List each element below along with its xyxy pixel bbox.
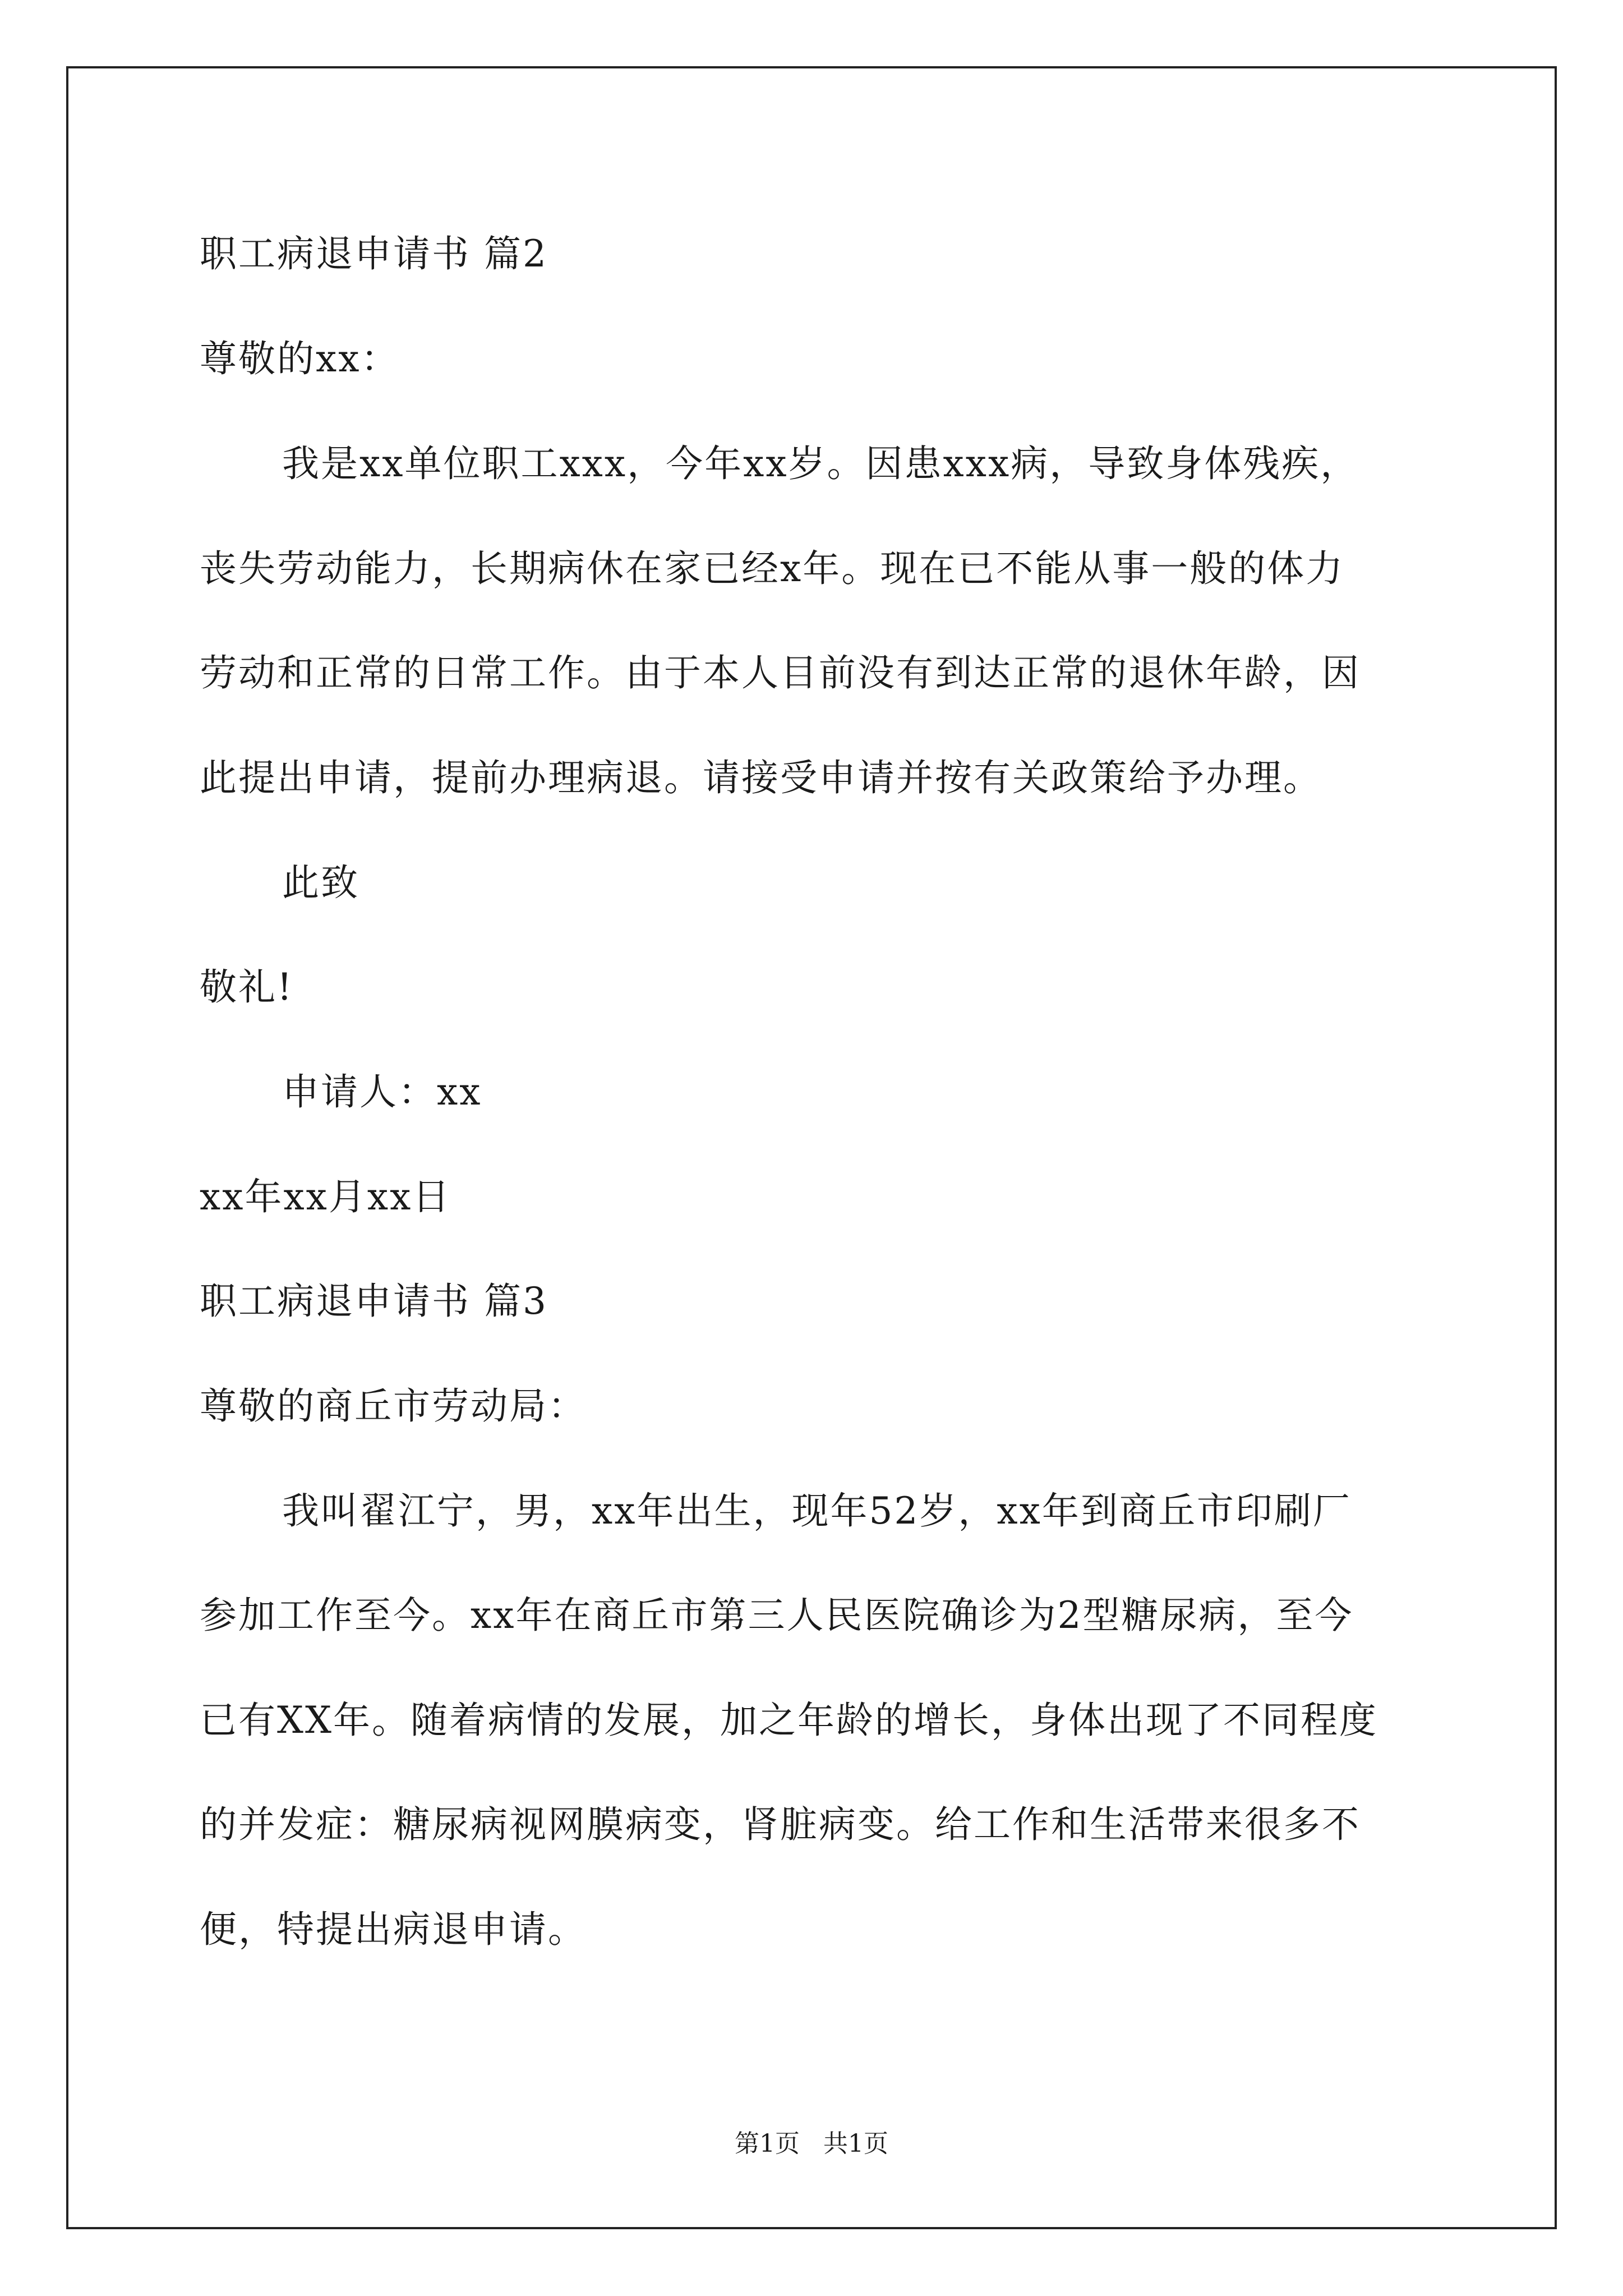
salutation-line: 尊敬的商丘市劳动局： (200, 1384, 587, 1428)
closing-line: 敬礼! (200, 965, 294, 1009)
paragraph-line: 的并发症：糖尿病视网膜病变，肾脏病变。给工作和生活带来很多不 (200, 1803, 1361, 1846)
salutation-line: 尊敬的xx： (200, 337, 400, 380)
paragraph-line: 参加工作至今。xx年在商丘市第三人民医院确诊为2型糖尿病，至今 (200, 1594, 1354, 1637)
paragraph-line: 丧失劳动能力，长期病休在家已经x年。现在已不能从事一般的体力 (200, 547, 1345, 590)
closing-line: 此致 (282, 861, 359, 904)
date-line: xx年xx月xx日 (200, 1175, 451, 1218)
paragraph-line: 已有XX年。随着病情的发展，加之年龄的增长，身体出现了不同程度 (200, 1699, 1378, 1742)
paragraph-line: 便，特提出病退申请。 (200, 1908, 587, 1951)
applicant-line: 申请人：xx (282, 1070, 482, 1114)
paragraph-line: 劳动和正常的日常工作。由于本人目前没有到达正常的退休年龄，因 (200, 651, 1361, 694)
paragraph-line: 此提出申请，提前办理病退。请接受申请并按有关政策给予办理。 (200, 756, 1322, 799)
section-heading-2: 职工病退申请书 篇2 (200, 232, 548, 275)
page-border (66, 66, 1557, 2229)
paragraph-line: 我叫翟江宁，男，xx年出生，现年52岁，xx年到商丘市印刷厂 (282, 1489, 1352, 1533)
section-heading-3: 职工病退申请书 篇3 (200, 1280, 548, 1323)
paragraph-line: 我是xx单位职工xxx，今年xx岁。因患xxx病，导致身体残疾， (282, 442, 1359, 485)
page-number-footer: 第1页 共1页 (735, 2129, 888, 2158)
